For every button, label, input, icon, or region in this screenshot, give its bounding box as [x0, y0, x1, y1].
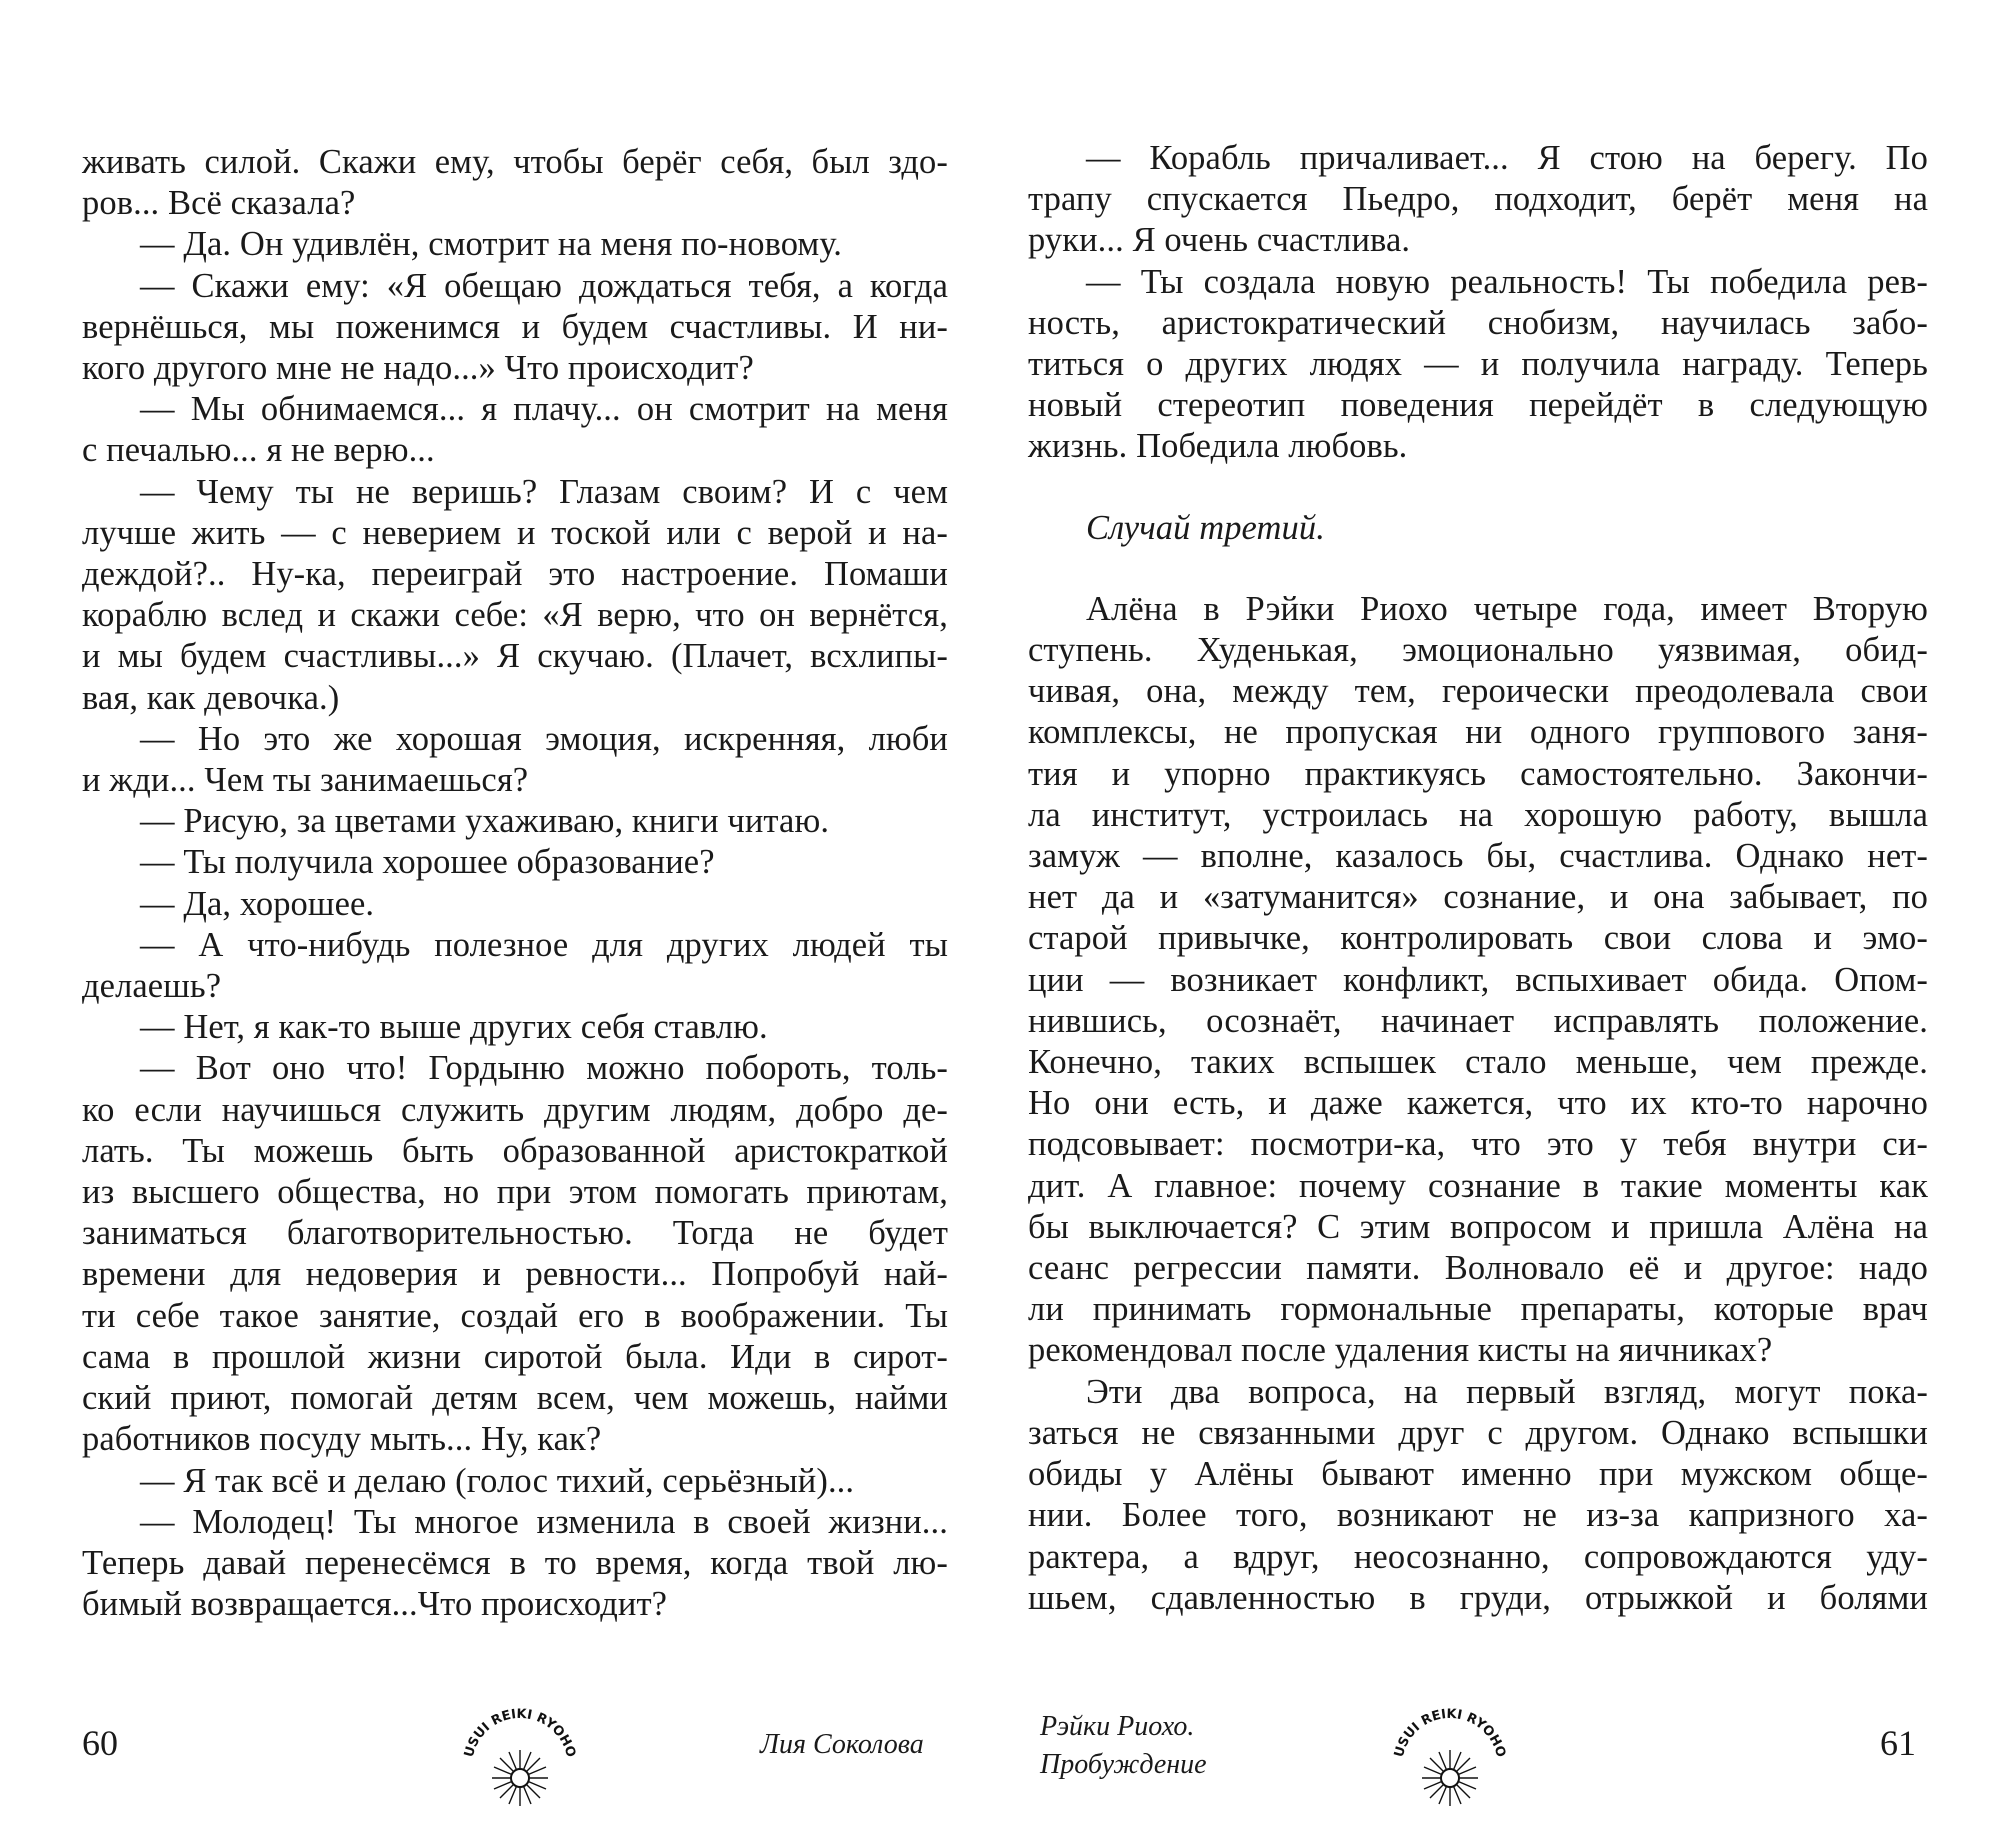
text-line: бы выключается? С этим вопросом и пришла Алёна на [1028, 1207, 1928, 1246]
text-line: руки... Я очень счастлива. [1028, 221, 1411, 260]
text-line: заться не связанными друг с другом. Однако вспышки [1028, 1413, 1928, 1452]
text-line: замуж — вполне, казалось бы, счастлива. Однако нет- [1028, 837, 1928, 876]
text-line: ко если научишься служить другим людям, добро де- [82, 1090, 948, 1129]
text-line: — Но это же хорошая эмоция, искренняя, люби [140, 719, 948, 758]
book-title [1040, 1708, 1207, 1784]
text-line: трапу спускается Пьедро, подходит, берёт меня на [1028, 180, 1928, 219]
text-line: сеанс регрессии памяти. Волновало её и другое: надо [1028, 1249, 1928, 1288]
text-line: времени для недоверия и ревности... Попробуй най- [82, 1255, 948, 1294]
text-line: ров... Всё сказала? [82, 184, 356, 223]
author-name: Лия Соколова [760, 1729, 924, 1760]
text-line: чивая, она, между тем, героически преодолевала свои [1028, 672, 1928, 711]
text-line: титься о других людях — и получила награду. Теперь [1028, 345, 1928, 384]
text-line: Теперь давай перенесёмся в то время, когда твой лю- [82, 1543, 948, 1582]
text-line: работников посуду мыть... Ну, как? [82, 1420, 602, 1459]
logo-text: USUI REIKI RYOHO [1391, 1706, 1509, 1760]
text-line: рекомендовал после удаления кисты на яичниках? [1028, 1331, 1773, 1370]
text-line: вернёшься, мы поженимся и будем счастливы. И ни- [82, 307, 948, 346]
usui-reiki-ryoho-logo-icon [1370, 1688, 1530, 1808]
text-line: — Рисую, за цветами ухаживаю, книги читаю. [140, 802, 830, 841]
text-line: — Вот оно что! Гордыню можно побороть, толь- [140, 1049, 948, 1088]
text-line: кого другого мне не надо...» Что происходит? [82, 349, 754, 388]
text-line: деждой?.. Ну-ка, переиграй это настроение. Помаши [82, 555, 948, 594]
page-number: 61 [1880, 1723, 1916, 1763]
text-line: — Да. Он удивлён, смотрит на меня по-новому. [140, 225, 842, 264]
text-line: нии. Более того, возникают не из-за капризного ха- [1028, 1496, 1928, 1535]
text-line: — Молодец! Ты многое изменила в своей жизни... [140, 1502, 948, 1541]
section-heading: Случай третий. [1086, 508, 1325, 547]
left-text-column [82, 142, 948, 1625]
text-line: ский приют, помогай детям всем, чем можешь, найми [82, 1379, 948, 1418]
text-line: нившись, осознаёт, начинает исправлять положение. [1028, 1001, 1928, 1040]
text-line: — Ты создала новую реальность! Ты победила рев- [1086, 262, 1928, 301]
text-line: делаешь? [82, 967, 222, 1006]
text-line: — Корабль причаливает... Я стою на берегу. По [1086, 139, 1928, 177]
text-line: рактера, а вдруг, неосознанно, сопровождаются уду- [1028, 1537, 1928, 1576]
text-line: — Нет, я как-то выше других себя ставлю. [140, 1008, 768, 1047]
page-number: 60 [82, 1723, 118, 1763]
text-line: живать силой. Скажи ему, чтобы берёг себя, был здо- [82, 143, 948, 181]
right-page [1000, 0, 2000, 1832]
text-line: жизнь. Победила любовь. [1028, 427, 1408, 466]
text-line: кораблю вслед и скажи себе: «Я верю, что он вернётся, [82, 596, 948, 635]
text-line: комплексы, не пропуская ни одного группового заня- [1028, 713, 1928, 752]
text-line: подсовывает: посмотри-ка, что это у тебя внутри си- [1028, 1125, 1928, 1164]
text-line: и жди... Чем ты занимаешься? [82, 761, 529, 800]
book-title-line1: Рэйки Риохо. [1040, 1711, 1195, 1742]
book-title-line2: Пробуждение [1040, 1749, 1207, 1780]
text-line: — Чему ты не веришь? Глазам своим? И с чем [140, 472, 948, 511]
text-line: заниматься благотворительностью. Тогда не будет [82, 1214, 948, 1253]
logo-text: USUI REIKI RYOHO [461, 1706, 579, 1760]
text-line: ции — возникает конфликт, вспыхивает обида. Опом- [1028, 960, 1928, 999]
text-line: с печалью... я не верю... [82, 431, 435, 470]
text-line: обиды у Алёны бывают именно при мужском обще- [1028, 1455, 1928, 1494]
text-line: — Да, хорошее. [140, 884, 375, 923]
text-line: Эти два вопроса, на первый взгляд, могут пока- [1086, 1372, 1928, 1411]
text-line: — Скажи ему: «Я обещаю дождаться тебя, а когда [140, 266, 948, 305]
text-line: вая, как девочка.) [82, 678, 340, 717]
text-line: ти себе такое занятие, создай его в воображении. Ты [82, 1296, 948, 1335]
text-line: дит. А главное: почему сознание в такие моменты как [1028, 1166, 1928, 1205]
text-line: тия и упорно практикуясь самостоятельно. Закончи- [1028, 754, 1928, 793]
text-line: Алёна в Рэйки Риохо четыре года, имеет Вторую [1086, 589, 1928, 628]
text-line: ли принимать гормональные препараты, которые врач [1028, 1290, 1928, 1329]
text-line: — Ты получила хорошее образование? [140, 843, 715, 882]
text-line: лучше жить — с неверием и тоской или с верой и на- [82, 513, 948, 552]
text-line: из высшего общества, но при этом помогать приютам, [82, 1173, 948, 1212]
right-text-column [1028, 138, 1928, 1619]
text-line: новый стереотип поведения перейдёт в следующую [1028, 386, 1928, 425]
text-line: ступень. Худенькая, эмоционально уязвимая, обид- [1028, 631, 1928, 670]
text-line: — Я так всё и делаю (голос тихий, серьёзный)... [140, 1461, 855, 1500]
text-line: лать. Ты можешь быть образованной аристократкой [82, 1131, 948, 1170]
text-line: — А что-нибудь полезное для других людей ты [140, 925, 948, 964]
text-line: и мы будем счастливы...» Я скучаю. (Плачет, всхлипы- [82, 637, 948, 676]
text-line: шьем, сдавленностью в груди, отрыжкой и болями [1028, 1578, 1928, 1617]
text-line: ность, аристократический снобизм, научилась забо- [1028, 303, 1928, 342]
text-line: ла институт, устроилась на хорошую работу, вышла [1028, 795, 1928, 834]
text-line: нет да и «затуманится» сознание, и она забывает, по [1028, 878, 1928, 917]
text-line: сама в прошлой жизни сиротой была. Иди в сирот- [82, 1337, 948, 1376]
text-line: Но они есть, и даже кажется, что их кто-то нарочно [1028, 1084, 1928, 1123]
text-line: Конечно, таких вспышек стало меньше, чем прежде. [1028, 1043, 1928, 1082]
usui-reiki-ryoho-logo-icon [440, 1688, 600, 1808]
text-line: старой привычке, контролировать свои слова и эмо- [1028, 919, 1928, 958]
text-line: — Мы обнимаемся... я плачу... он смотрит на меня [140, 390, 948, 429]
text-line: бимый возвращается...Что происходит? [82, 1585, 668, 1624]
